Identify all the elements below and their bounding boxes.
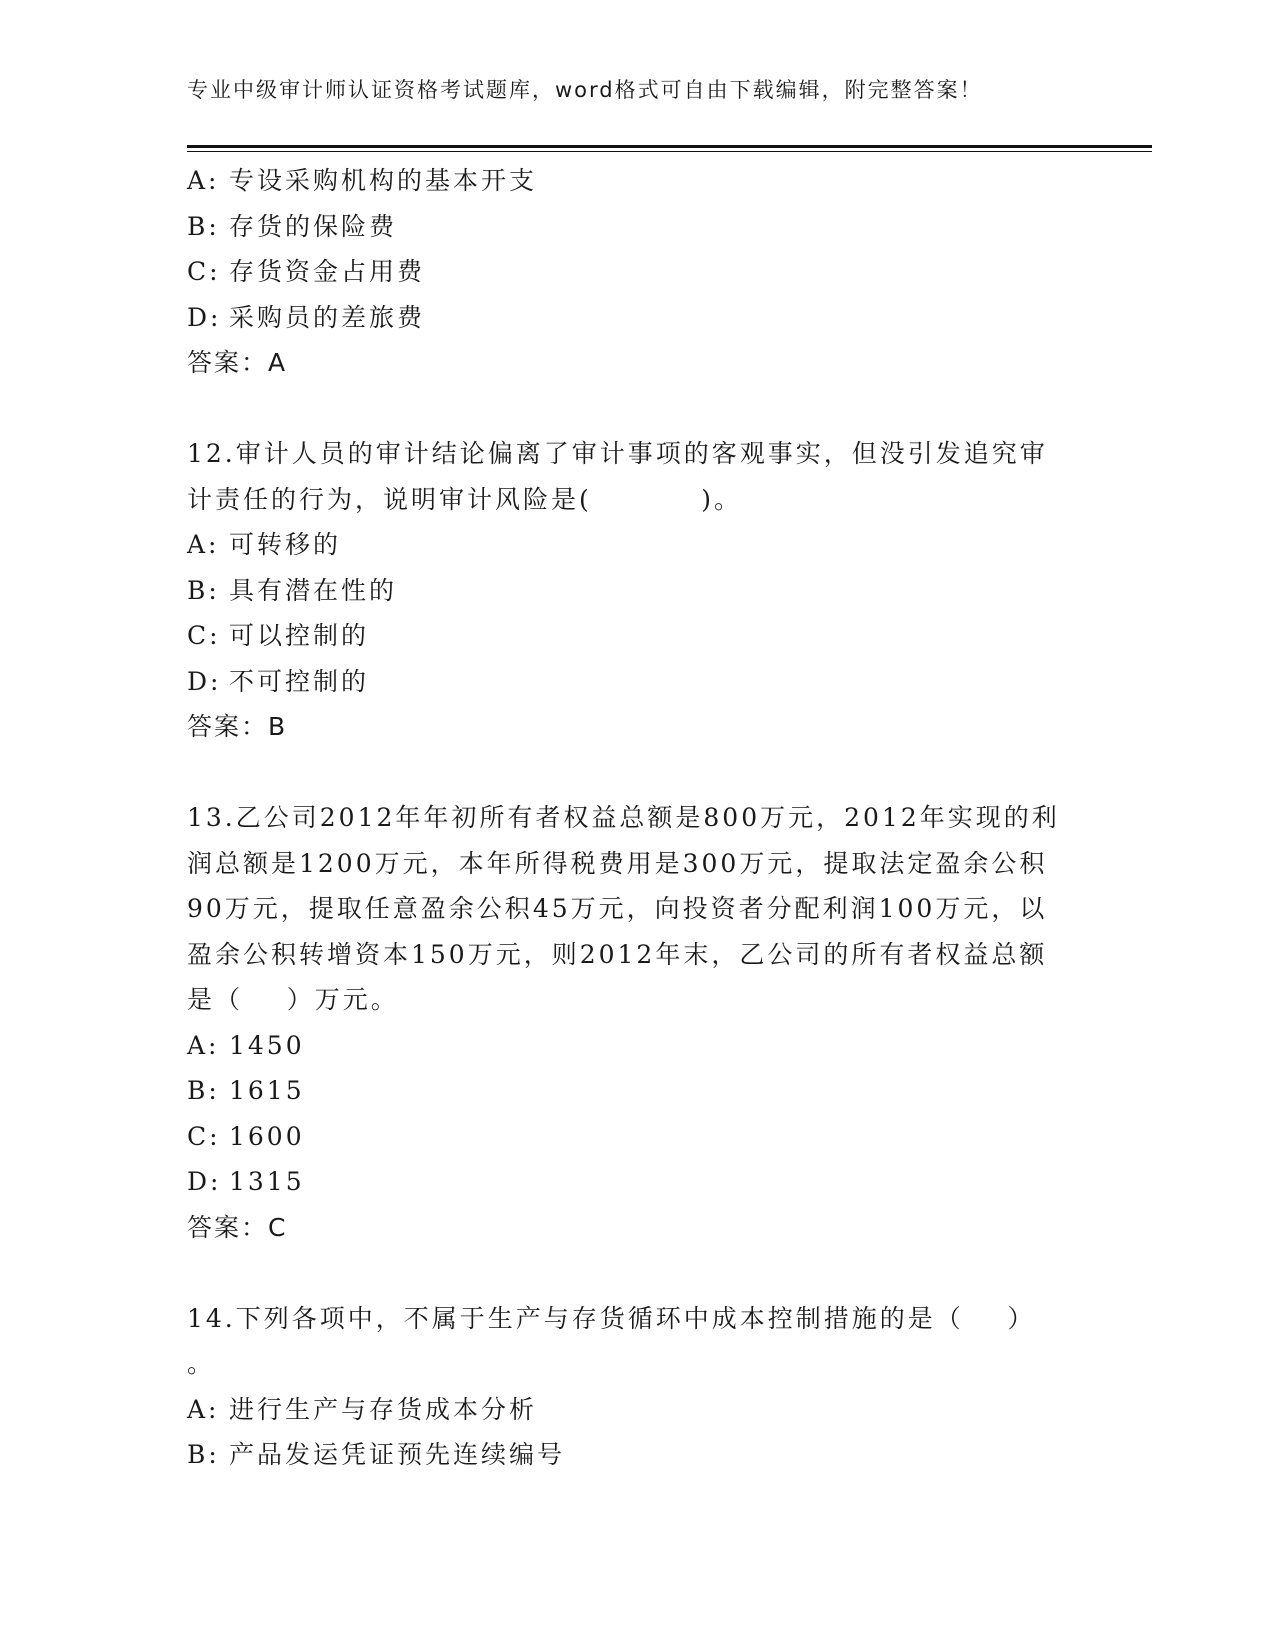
option-c: C: 存货资金占用费 <box>187 257 426 286</box>
question-stem-line: 。 <box>187 1349 216 1378</box>
option-a: A: 专设采购机构的基本开支 <box>187 166 538 195</box>
question-stem-line: 润总额是1200万元，本年所得税费用是300万元，提取法定盈余公积 <box>187 848 1048 878</box>
option-a: A: 1450 <box>187 1030 305 1060</box>
option-d: D: 不可控制的 <box>187 666 370 696</box>
option-a: A: 可转移的 <box>187 530 342 559</box>
option-b: B: 1615 <box>187 1076 305 1105</box>
option-c: C: 可以控制的 <box>187 621 370 650</box>
option-d: D: 采购员的差旅费 <box>187 302 426 332</box>
answer: 答案：C <box>187 1212 288 1242</box>
page-header: 专业中级审计师认证资格考试题库，word格式可自由下载编辑，附完整答案！ <box>187 78 983 102</box>
question-11 <box>187 158 1087 386</box>
spacer <box>187 1250 1087 1296</box>
question-stem-line: 是（ ）万元。 <box>187 985 399 1014</box>
question-stem-line: 90万元，提取任意盈余公积45万元，向投资者分配利润100万元，以 <box>187 894 1048 923</box>
question-stem-line: 14.下列各项中，不属于生产与存货循环中成本控制措施的是（ ） <box>187 1303 1036 1333</box>
option-d: D: 1315 <box>187 1167 305 1196</box>
spacer <box>187 386 1087 432</box>
question-stem-line: 盈余公积转增资本150万元，则2012年末，乙公司的所有者权益总额 <box>187 939 1048 969</box>
option-b: B: 具有潜在性的 <box>187 575 398 605</box>
question-14 <box>187 1296 1087 1478</box>
exam-content <box>187 158 1087 1478</box>
answer: 答案：A <box>187 348 288 377</box>
spacer <box>187 750 1087 796</box>
question-12 <box>187 431 1087 750</box>
question-stem-line: 12.审计人员的审计结论偏离了审计事项的客观事实，但没引发追究审 <box>187 439 1048 468</box>
question-13 <box>187 795 1087 1250</box>
option-b: B: 产品发运凭证预先连续编号 <box>187 1440 566 1469</box>
header-rule-thin <box>187 151 1152 152</box>
option-b: B: 存货的保险费 <box>187 211 398 241</box>
answer: 答案：B <box>187 712 288 741</box>
question-stem-line: 计责任的行为，说明审计风险是( )。 <box>187 484 742 514</box>
option-a: A: 进行生产与存货成本分析 <box>187 1394 538 1424</box>
header-rule-thick <box>187 145 1152 148</box>
question-stem-line: 13.乙公司2012年年初所有者权益总额是800万元，2012年实现的利 <box>187 803 1060 832</box>
option-c: C: 1600 <box>187 1121 305 1151</box>
